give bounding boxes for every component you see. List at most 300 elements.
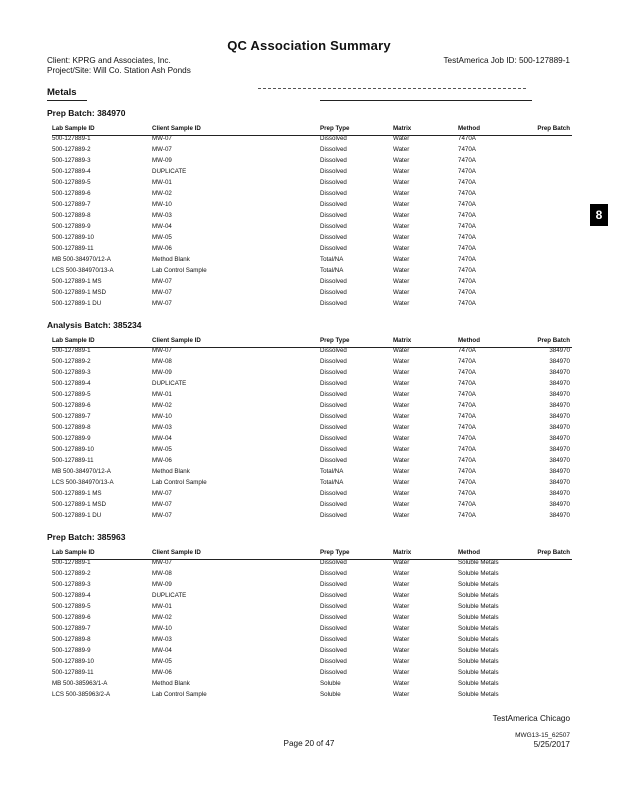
table-cell: 7470A [458,300,476,307]
table-cell: 500-127889-10 [52,446,94,453]
table-cell: Water [393,680,410,687]
table-cell: Soluble Metals [458,559,499,566]
table-cell: MW-07 [152,501,172,508]
table-row [52,570,572,581]
table-row [52,614,572,625]
table-row [52,457,572,468]
table-cell: 384970 [549,446,570,453]
table-cell: Water [393,424,410,431]
column-header: Lab Sample ID [52,549,95,556]
table-cell: 500-127889-1 [52,135,91,142]
table-cell: MW-07 [152,559,172,566]
table-row [52,669,572,680]
table-cell: 500-127889-11 [52,245,94,252]
table-cell: MW-02 [152,614,172,621]
table-row [52,380,572,391]
table-row [52,234,572,245]
table-cell: 384970 [549,490,570,497]
table-row [52,256,572,267]
table-cell: Soluble Metals [458,603,499,610]
table-cell: 7470A [458,168,476,175]
table-cell: Dissolved [320,413,347,420]
table-cell: Water [393,457,410,464]
table-cell: 7470A [458,413,476,420]
table-row [52,581,572,592]
table-cell: Water [393,391,410,398]
table-cell: Water [393,201,410,208]
table-cell: 7470A [458,424,476,431]
table-cell: Soluble Metals [458,581,499,588]
table-cell: 500-127889-1 MSD [52,501,107,508]
table-cell: Total/NA [320,479,344,486]
table-cell: 500-127889-9 [52,435,91,442]
table-cell: Soluble Metals [458,625,499,632]
table-cell: 7470A [458,358,476,365]
table-cell: MW-06 [152,245,172,252]
table-row [52,278,572,289]
table-cell: Dissolved [320,658,347,665]
table-cell: Dissolved [320,201,347,208]
table-cell: Water [393,369,410,376]
table-row [52,201,572,212]
table-cell: Method Blank [152,468,190,475]
table-cell: 500-127889-4 [52,380,91,387]
table-row [52,435,572,446]
column-header: Matrix [393,337,412,344]
table-cell: MB 500-384970/12-A [52,468,111,475]
table-cell: Water [393,512,410,519]
table-cell: Dissolved [320,380,347,387]
table-cell: 384970 [549,380,570,387]
column-header: Prep Type [320,549,350,556]
header-rule [52,135,572,136]
table-cell: 7470A [458,256,476,263]
table-cell: 500-127889-4 [52,592,91,599]
table-cell: 500-127889-8 [52,212,91,219]
table-cell: Water [393,256,410,263]
table-cell: Water [393,300,410,307]
table-cell: Soluble Metals [458,669,499,676]
column-header: Client Sample ID [152,337,201,344]
table-cell: 384970 [549,512,570,519]
table-cell: 384970 [549,347,570,354]
table-cell: 500-127889-1 [52,347,91,354]
table-row [52,289,572,300]
table-cell: Water [393,245,410,252]
table-cell: Dissolved [320,501,347,508]
table-cell: 500-127889-6 [52,402,91,409]
table-cell: 384970 [549,391,570,398]
job-id: TestAmerica Job ID: 500-127889-1 [443,56,570,65]
table-row [52,446,572,457]
table-cell: Water [393,479,410,486]
table-cell: 500-127889-1 MSD [52,289,107,296]
table-cell: MW-01 [152,179,172,186]
table-cell: Dissolved [320,347,347,354]
table-cell: Water [393,490,410,497]
table-row [52,402,572,413]
table-cell: Method Blank [152,680,190,687]
table-cell: Dissolved [320,490,347,497]
table-cell: 7470A [458,369,476,376]
table-cell: Water [393,380,410,387]
table-cell: Dissolved [320,234,347,241]
table-cell: 7470A [458,289,476,296]
table-cell: MW-05 [152,446,172,453]
table-cell: Water [393,402,410,409]
table-cell: 7470A [458,278,476,285]
client-line: Client: KPRG and Associates, Inc. [47,56,171,65]
table-cell: 384970 [549,501,570,508]
table-cell: MW-07 [152,512,172,519]
table-cell: 7470A [458,179,476,186]
table-row [52,146,572,157]
document-code: MWG13-15_62507 [515,732,570,739]
table-cell: 7470A [458,190,476,197]
table-row [52,592,572,603]
page-title: QC Association Summary [227,38,391,53]
table-cell: Dissolved [320,559,347,566]
table-row [52,424,572,435]
column-header: Lab Sample ID [52,125,95,132]
table-cell: Dissolved [320,457,347,464]
table-cell: 7470A [458,223,476,230]
table-cell: Dissolved [320,289,347,296]
table-cell: Total/NA [320,256,344,263]
table-cell: Dissolved [320,168,347,175]
table-cell: Dissolved [320,212,347,219]
table-cell: 500-127889-1 MS [52,278,102,285]
table-row [52,468,572,479]
table-cell: Water [393,446,410,453]
qc-table [52,337,572,523]
table-row [52,347,572,358]
table-cell: 7470A [458,135,476,142]
table-cell: MW-05 [152,658,172,665]
table-cell: Water [393,347,410,354]
table-cell: Water [393,289,410,296]
section-heading: Metals [47,87,77,98]
table-cell: 7470A [458,146,476,153]
table-cell: Water [393,413,410,420]
table-cell: MW-10 [152,201,172,208]
table-cell: 500-127889-9 [52,647,91,654]
table-cell: 384970 [549,468,570,475]
table-cell: Method Blank [152,256,190,263]
table-cell: 500-127889-1 [52,559,91,566]
table-cell: Dissolved [320,614,347,621]
table-cell: Water [393,358,410,365]
table-cell: 384970 [549,435,570,442]
table-cell: Dissolved [320,223,347,230]
table-cell: Water [393,135,410,142]
column-header: Prep Type [320,337,350,344]
table-cell: 384970 [549,413,570,420]
table-cell: 384970 [549,457,570,464]
table-cell: 500-127889-2 [52,358,91,365]
table-cell: 500-127889-1 DU [52,512,102,519]
table-cell: Soluble Metals [458,636,499,643]
table-cell: Dissolved [320,647,347,654]
table-cell: Water [393,636,410,643]
table-cell: Dissolved [320,391,347,398]
table-cell: 500-127889-7 [52,201,91,208]
table-cell: 500-127889-1 MS [52,490,102,497]
table-cell: Dissolved [320,190,347,197]
table-cell: Water [393,179,410,186]
table-cell: Soluble [320,691,341,698]
table-cell: 500-127889-4 [52,168,91,175]
section-tab: 8 [590,204,608,226]
column-header: Matrix [393,125,412,132]
table-cell: 500-127889-8 [52,636,91,643]
table-cell: Water [393,212,410,219]
table-row [52,157,572,168]
table-cell: 7470A [458,201,476,208]
table-cell: Dissolved [320,636,347,643]
table-row [52,223,572,234]
table-cell: MW-02 [152,190,172,197]
table-cell: Soluble Metals [458,647,499,654]
table-cell: MW-04 [152,435,172,442]
table-cell: 7470A [458,435,476,442]
table-cell: LCS 500-385963/2-A [52,691,111,698]
table-cell: MW-09 [152,369,172,376]
table-cell: 384970 [549,479,570,486]
batch-title: Prep Batch: 384970 [47,108,126,118]
column-header: Prep Batch [537,549,570,556]
table-cell: MW-07 [152,300,172,307]
table-cell: Water [393,559,410,566]
table-cell: 500-127889-2 [52,570,91,577]
table-cell: 500-127889-10 [52,234,94,241]
divider-line [258,88,526,89]
table-cell: Dissolved [320,369,347,376]
table-cell: MW-03 [152,636,172,643]
table-cell: Dissolved [320,435,347,442]
table-cell: Water [393,658,410,665]
table-cell: 7470A [458,267,476,274]
table-row [52,369,572,380]
table-cell: Water [393,669,410,676]
table-cell: Water [393,501,410,508]
table-cell: Dissolved [320,157,347,164]
table-row [52,691,572,702]
page-number: Page 20 of 47 [283,739,335,748]
table-cell: 500-127889-11 [52,457,94,464]
table-cell: MW-03 [152,424,172,431]
table-cell: 500-127889-5 [52,603,91,610]
table-row [52,358,572,369]
table-cell: Water [393,468,410,475]
table-cell: Soluble Metals [458,614,499,621]
table-cell: MW-06 [152,669,172,676]
table-cell: Dissolved [320,592,347,599]
table-cell: Soluble Metals [458,658,499,665]
table-cell: Water [393,691,410,698]
table-cell: Lab Control Sample [152,479,207,486]
table-cell: 500-127889-3 [52,581,91,588]
section-underline [47,100,87,101]
table-cell: Water [393,435,410,442]
table-cell: Dissolved [320,424,347,431]
table-cell: Dissolved [320,581,347,588]
table-cell: 7470A [458,479,476,486]
column-header: Prep Batch [537,337,570,344]
table-cell: Water [393,614,410,621]
table-row [52,479,572,490]
table-cell: MW-04 [152,647,172,654]
header-rule [52,559,572,560]
table-cell: 500-127889-3 [52,369,91,376]
table-header [52,125,572,135]
table-cell: Total/NA [320,267,344,274]
table-cell: 500-127889-1 DU [52,300,102,307]
table-cell: 500-127889-9 [52,223,91,230]
table-cell: 500-127889-6 [52,614,91,621]
table-cell: MW-07 [152,135,172,142]
table-cell: 7470A [458,490,476,497]
column-header: Method [458,125,480,132]
table-cell: DUPLICATE [152,168,187,175]
table-row [52,413,572,424]
table-cell: MW-07 [152,347,172,354]
table-cell: Water [393,570,410,577]
table-cell: 500-127889-7 [52,625,91,632]
table-row [52,680,572,691]
table-cell: Water [393,168,410,175]
table-cell: Dissolved [320,135,347,142]
table-row [52,636,572,647]
table-cell: MB 500-384970/12-A [52,256,111,263]
table-row [52,658,572,669]
table-cell: Water [393,592,410,599]
table-cell: 500-127889-8 [52,424,91,431]
table-cell: 7470A [458,457,476,464]
table-cell: MW-10 [152,413,172,420]
column-header: Method [458,549,480,556]
column-header: Client Sample ID [152,549,201,556]
qc-table [52,549,572,702]
table-cell: 7470A [458,512,476,519]
table-row [52,490,572,501]
table-cell: 384970 [549,424,570,431]
table-cell: 7470A [458,347,476,354]
table-cell: Water [393,223,410,230]
table-row [52,179,572,190]
table-cell: MW-09 [152,157,172,164]
table-row [52,647,572,658]
table-cell: 7470A [458,245,476,252]
table-cell: DUPLICATE [152,380,187,387]
table-cell: Dissolved [320,603,347,610]
table-cell: Dissolved [320,146,347,153]
project-line: Project/Site: Will Co. Station Ash Ponds [47,66,191,75]
table-cell: Soluble Metals [458,680,499,687]
table-cell: Water [393,278,410,285]
table-cell: Dissolved [320,446,347,453]
table-cell: Lab Control Sample [152,691,207,698]
table-cell: MW-08 [152,570,172,577]
table-cell: Soluble Metals [458,592,499,599]
table-cell: MW-07 [152,289,172,296]
table-cell: Lab Control Sample [152,267,207,274]
table-cell: Water [393,603,410,610]
table-cell: MW-07 [152,278,172,285]
table-cell: 384970 [549,369,570,376]
table-cell: MW-10 [152,625,172,632]
table-cell: 500-127889-5 [52,179,91,186]
column-header: Client Sample ID [152,125,201,132]
table-cell: 500-127889-10 [52,658,94,665]
table-cell: Dissolved [320,512,347,519]
table-cell: 7470A [458,391,476,398]
table-cell: Total/NA [320,468,344,475]
table-cell: Soluble [320,680,341,687]
table-cell: MW-02 [152,402,172,409]
qc-table [52,125,572,311]
table-header [52,337,572,347]
table-cell: MW-06 [152,457,172,464]
table-cell: 7470A [458,234,476,241]
table-cell: MW-01 [152,603,172,610]
table-cell: Water [393,190,410,197]
table-cell: Water [393,625,410,632]
table-cell: MW-03 [152,212,172,219]
table-cell: 384970 [549,358,570,365]
batch-title: Analysis Batch: 385234 [47,320,142,330]
divider-line [320,100,532,101]
table-cell: 7470A [458,501,476,508]
table-cell: MW-05 [152,234,172,241]
table-cell: MW-07 [152,146,172,153]
column-header: Matrix [393,549,412,556]
table-cell: MB 500-385963/1-A [52,680,108,687]
table-row [52,267,572,278]
table-row [52,603,572,614]
table-cell: MW-01 [152,391,172,398]
batch-title: Prep Batch: 385963 [47,532,126,542]
table-cell: MW-09 [152,581,172,588]
table-cell: 384970 [549,402,570,409]
table-cell: Water [393,234,410,241]
column-header: Prep Type [320,125,350,132]
table-cell: Water [393,647,410,654]
table-cell: Dissolved [320,245,347,252]
column-header: Prep Batch [537,125,570,132]
table-cell: Water [393,146,410,153]
table-cell: 500-127889-2 [52,146,91,153]
table-cell: Dissolved [320,278,347,285]
table-row [52,168,572,179]
table-row [52,391,572,402]
table-row [52,190,572,201]
table-cell: Dissolved [320,300,347,307]
table-cell: 500-127889-7 [52,413,91,420]
table-row [52,501,572,512]
table-cell: 500-127889-5 [52,391,91,398]
table-cell: Soluble Metals [458,570,499,577]
table-row [52,512,572,523]
column-header: Lab Sample ID [52,337,95,344]
column-header: Method [458,337,480,344]
table-cell: 7470A [458,212,476,219]
table-cell: MW-07 [152,490,172,497]
table-header [52,549,572,559]
table-cell: MW-08 [152,358,172,365]
table-cell: 7470A [458,380,476,387]
table-cell: 500-127889-11 [52,669,94,676]
